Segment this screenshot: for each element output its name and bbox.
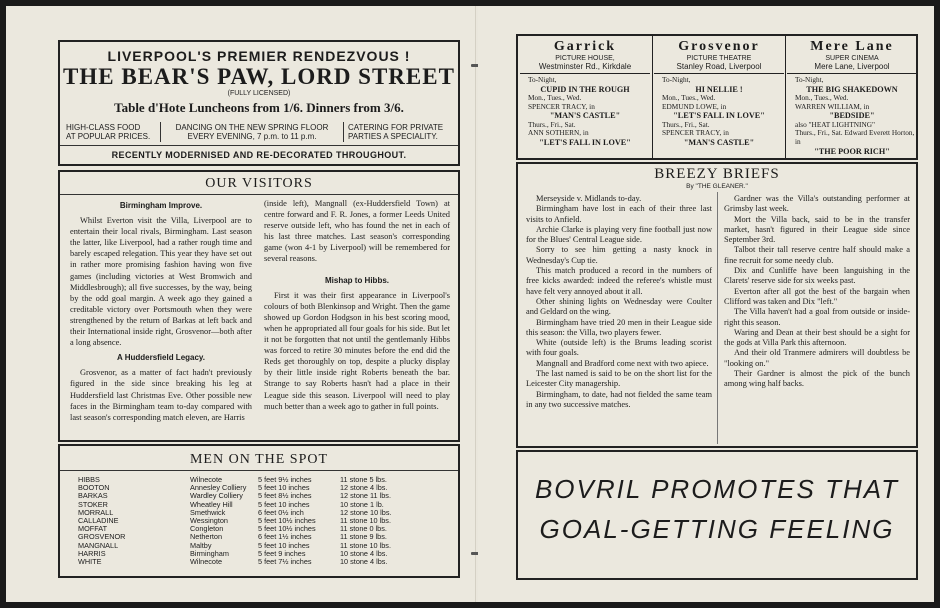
roster-club: Annesley Colliery [190, 483, 247, 493]
bovril-line1: BOVRIL PROMOTES THAT [534, 474, 900, 504]
roster-weight: 11 stone 5 lbs. [340, 475, 387, 484]
cinema-b2: "MAN'S CASTLE" [549, 111, 621, 121]
cinema-l3: WARREN WILLIAM, in [795, 101, 870, 111]
cinema-b3: "MAN'S CASTLE" [683, 137, 755, 147]
cinema-listing [654, 36, 784, 158]
player-roster [78, 476, 410, 566]
roster-height: 6 feet 0½ inch [258, 507, 304, 517]
roster-height: 5 feet 10 inches [258, 540, 310, 550]
cinema-l1: To-Night, [528, 75, 557, 84]
cinema-l4: also "HEAT LIGHTNING" [795, 119, 875, 129]
cinema-type: SUPER CINEMA [825, 55, 879, 62]
roster-height: 5 feet 9½ inches [258, 475, 312, 484]
roster-height: 5 feet 10 inches [258, 483, 310, 493]
roster-height: 5 feet 10½ inches [258, 516, 316, 526]
cinema-l5: Thurs., Fri., Sat. Edward Everett Horton, in [795, 128, 915, 146]
cinema-l5: SPENCER TRACY, in [662, 128, 729, 138]
men-on-the-spot-section [58, 444, 460, 578]
brief-item: Talbot their tall reserve centre half should make a fine recruit for some needy club. [724, 245, 910, 265]
our-visitors-section [58, 170, 460, 442]
title-rule [60, 470, 458, 471]
section-title: MEN ON THE SPOT [189, 452, 329, 467]
roster-weight: 10 stone 4 lbs. [340, 557, 388, 567]
visitors-column-1 [70, 196, 252, 423]
roster-name: MORRALL [78, 507, 114, 517]
roster-weight: 11 stone 10 lbs. [340, 540, 391, 550]
byline: By "THE GLEANER." [686, 183, 748, 190]
cinema-type: PICTURE HOUSE, [555, 55, 615, 62]
right-page [478, 6, 934, 602]
subheading: Birmingham Improve. [119, 201, 203, 210]
roster-height: 5 feet 8½ inches [258, 491, 312, 501]
cinema-l1: To-Night, [662, 75, 691, 84]
roster-club: Birmingham [190, 548, 229, 558]
subheading: Mishap to Hibbs. [325, 275, 389, 285]
ad-dancing-line1: DANCING ON THE NEW SPRING FLOOR [175, 123, 329, 132]
roster-weight: 10 stone 4 lbs. [340, 548, 388, 558]
briefs-column-2 [724, 194, 910, 390]
cinema-rule [654, 73, 784, 74]
cinema-l2: Mon., Tues., Wed. [795, 93, 849, 103]
roster-weight: 12 stone 4 lbs. [340, 483, 388, 493]
roster-club: Wardley Colliery [190, 491, 243, 501]
brief-item: Archie Clarke is playing very fine football just now for the Blues' Central League side. [526, 224, 712, 245]
cinema-listing [520, 36, 650, 158]
cinema-b2: "BEDSIDE" [829, 111, 875, 121]
roster-height: 6 feet 1½ inches [258, 532, 312, 542]
brief-item: The last named is said to be on the short list for the Leicester City managership. [526, 369, 712, 389]
brief-item: Gardner was the Villa's outstanding performer at Grimsby last week. [724, 194, 910, 214]
brief-item: Other shining lights on Wednesday were Coulter and Geldard on the wing. [526, 296, 712, 317]
ad-catering-note [348, 123, 458, 141]
ad-dancing-line2: EVERY EVENING, 7 p.m. to 11 p.m. [187, 132, 317, 141]
roster-weight: 11 stone 0 lbs. [340, 524, 387, 534]
cinema-address: Westminster Rd., Kirkdale [538, 62, 632, 71]
section-title: OUR VISITORS [205, 176, 313, 191]
cinema-name: Mere Lane [810, 39, 894, 54]
cinema-rule [787, 73, 917, 74]
column-divider [652, 36, 653, 158]
ad-food-line2: AT POPULAR PRICES. [66, 132, 151, 141]
cinema-b1: HI NELLIE ! [695, 84, 743, 94]
cinema-listings [516, 34, 918, 160]
bovril-ad [516, 450, 918, 580]
cinema-l4: Thurs., Fri., Sat. [528, 119, 576, 129]
roster-club: Maltby [190, 540, 212, 550]
roster-name: MOFFAT [78, 524, 108, 534]
column-divider [785, 36, 786, 158]
brief-item: The Villa haven't had a goal from outside or inside-right this season. [724, 307, 910, 327]
ad-dancing-note [164, 123, 340, 141]
roster-club: Wilnecote [190, 557, 223, 567]
paragraph: First it was their first appearance in Liverpool's colours of both Blenkinsop and Wright. Then the game showed up Gordon Hodgson in his best scoring mood, when he appropriated all four goals for his side. But let it not be forgotten that not until the gentlemanly Hibbs was forced to retire 30 minutes before the end did the Reds get thoroughly on top, despite a plucky display by their little inside right Roberts beneath the bar. Strange to say Roberts hasn't had a place in their League side this season. Liverpool will need to play much better than a week ago to gather in full points. [264, 290, 450, 411]
cinema-l1: To-Night, [795, 75, 824, 84]
roster-row [78, 558, 410, 566]
cinema-l2: Mon., Tues., Wed. [528, 93, 582, 103]
cinema-b3: "THE POOR RICH" [814, 146, 890, 156]
roster-club: Wheatley Hill [190, 499, 233, 509]
roster-height: 5 feet 9 inches [258, 548, 306, 558]
ad-rule [60, 145, 458, 146]
roster-name: BARKAS [78, 491, 108, 501]
bovril-line2: GOAL-GETTING FEELING [539, 514, 895, 544]
roster-weight: 11 stone 10 lbs. [340, 516, 391, 526]
paragraph: Grosvenor, as a matter of fact hadn't previously figured in the side since breaking his leg at Huddersfield last Christmas Eve. Other possible new faces in the Birmingham team to-day compared with last season's corresponding match eleven, are Harris [70, 368, 252, 422]
brief-item: Sorry to see him getting a nasty knock in Wednesday's Cup tie. [526, 245, 712, 265]
ad-catering-line2: PARTIES A SPECIALITY. [348, 132, 438, 141]
ad-catering-line1: CATERING FOR PRIVATE [348, 123, 444, 132]
roster-name: BOOTON [78, 483, 110, 493]
ad-licensed: (FULLY LICENSED) [227, 90, 291, 97]
cinema-rule [520, 73, 650, 74]
subheading: A Huddersfield Legacy. [116, 353, 206, 363]
brief-item: White (outside left) is the Brums leading scorist with four goals. [526, 338, 712, 358]
brief-item: Dix and Cunliffe have been languishing in the Clarets' reserve side for six weeks past. [724, 266, 910, 286]
ad-food-line1: HIGH-CLASS FOOD [66, 123, 141, 132]
brief-item: Merseyside v. Midlands to-day. [536, 194, 642, 203]
roster-name: MANGNALL [78, 540, 119, 550]
cinema-listing [787, 36, 917, 158]
cinema-l5: ANN SOTHERN, in [528, 128, 589, 138]
cinema-address: Stanley Road, Liverpool [676, 62, 762, 71]
roster-weight: 12 stone 10 lbs. [340, 507, 392, 517]
roster-club: Wilnecote [190, 475, 223, 484]
cinema-b3: "LET'S FALL IN LOVE" [539, 137, 631, 147]
brief-item: And their old Tranmere admirers will doubtless be "looking on." [724, 348, 910, 368]
roster-height: 5 feet 10 inches [258, 499, 310, 509]
brief-item: Mangnall and Bradford come next with two apiece. [536, 358, 709, 368]
roster-weight: 11 stone 9 lbs. [340, 532, 387, 542]
cinema-b1: THE BIG SHAKEDOWN [806, 84, 898, 94]
visitors-column-2 [264, 198, 450, 412]
ad-headline: LIVERPOOL'S PREMIER RENDEZVOUS ! [107, 48, 411, 64]
ad-food-note [66, 123, 158, 141]
roster-club: Netherton [190, 532, 223, 542]
roster-name: WHITE [78, 557, 102, 567]
roster-club: Wessington [190, 516, 228, 526]
brief-item: Mort the Villa back, said to be in the transfer market, hasn't figured in their League side since September 3rd. [724, 214, 910, 245]
cinema-l2: Mon., Tues., Wed. [662, 93, 716, 103]
section-title: BREEZY BRIEFS [654, 166, 780, 182]
briefs-column-1 [526, 194, 712, 410]
roster-weight: 12 stone 11 lbs. [340, 491, 391, 501]
roster-name: GROSVENOR [78, 532, 126, 542]
brief-item: This match produced a record in the numbers of free kicks awarded: indeed the referee's whistle must have felt very annoyed about it all. [526, 266, 712, 296]
roster-club: Smethwick [190, 507, 226, 517]
magazine-spread [6, 6, 934, 602]
ad-meal-prices: Table d'Hote Luncheons from 1/6. Dinners from 3/6. [114, 100, 404, 115]
roster-club: Congleton [190, 524, 224, 534]
roster-name: CALLADINE [78, 516, 119, 526]
brief-item: Waring and Dean at their best should be a sight for the gods at Villa Park this afternoon. [724, 327, 910, 348]
left-page [6, 6, 476, 602]
breezy-briefs-section [516, 162, 918, 448]
brief-item: Birmingham, to date, had not fielded the same team in any two successive matches. [526, 389, 712, 409]
brief-item: Their Gardner is almost the pick of the bunch among wing half backs. [724, 369, 910, 389]
cinema-l4: Thurs., Fri., Sat. [662, 119, 710, 129]
roster-height: 5 feet 10½ inches [258, 524, 316, 534]
cinema-name: Grosvenor [678, 39, 760, 54]
paragraph: Whilst Everton visit the Villa, Liverpool are to entertain their local rivals, Birmingham. Last season the latter, like Liverpool, had a rather rough time and barely escaped relegation. This year they have set out in rather more promising fashion having won five games (including victories at West Bromwich and Middlesbrough); all five successes, by the way, being by the odd goal margin. A week ago they gained a creditable victory over Portsmouth when they were strengthened by the return of Barkas at left back and their International inside right, Grosvenor—both after a long absence. [70, 216, 252, 348]
ad-title: THE BEAR'S PAW, LORD STREET [63, 64, 455, 89]
brief-item: Everton after all got the best of the bargain when Clifford was taken and Dix "left." [724, 286, 910, 306]
cinema-l3: EDMUND LOWE, in [662, 101, 727, 111]
cinema-address: Mere Lane, Liverpool [814, 62, 890, 71]
cinema-type: PICTURE THEATRE [686, 55, 752, 62]
roster-name: HIBBS [78, 475, 100, 484]
bears-paw-ad [58, 40, 460, 166]
column-divider [717, 192, 718, 444]
cinema-name: Garrick [553, 39, 617, 54]
brief-item: Birmingham have tried 20 men in their League side this season: the Villa, two players fewer. [526, 317, 712, 337]
ad-divider [343, 122, 344, 142]
cinema-l3: SPENCER TRACY, in [528, 101, 595, 111]
roster-height: 5 feet 7½ inches [258, 557, 312, 567]
brief-item: Birmingham have lost in each of their three last visits to Anfield. [526, 204, 712, 224]
cinema-b1: CUPID IN THE ROUGH [540, 84, 630, 94]
ad-divider [160, 122, 161, 142]
cinema-b2: "LET'S FALL IN LOVE" [673, 111, 765, 121]
roster-weight: 10 stone 1 lb. [340, 499, 384, 509]
title-rule [60, 194, 458, 195]
roster-name: STOKER [78, 499, 108, 509]
ad-footer: RECENTLY MODERNISED AND RE-DECORATED THROUGHOUT. [111, 150, 407, 160]
roster-name: HARRIS [78, 548, 106, 558]
paragraph: (inside left), Mangnall (ex-Huddersfield Town) at centre forward and F. R. Jones, a former Leeds United reserve outside left, who has found the net in each of his last three matches. Last season's corresponding game (won 4-1 by Liverpool) will be remembered for several reasons. [264, 199, 450, 264]
